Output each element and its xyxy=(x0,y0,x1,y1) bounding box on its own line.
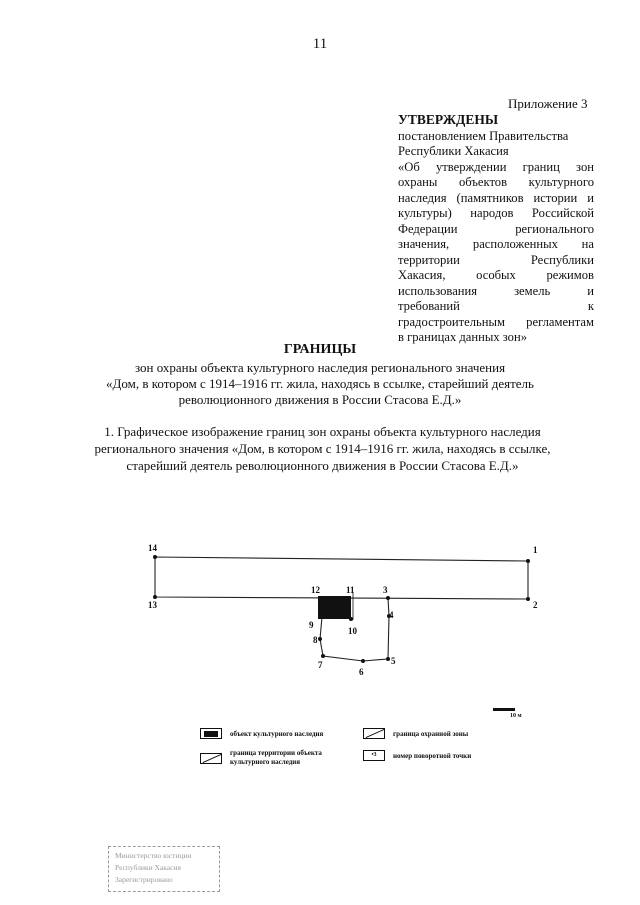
point-label: 9 xyxy=(309,620,314,630)
section-heading: ГРАНИЦЫ xyxy=(283,342,357,357)
legend-zone-border-label: граница охранной зоны xyxy=(393,729,469,738)
decree-line: градостроительным регламентам xyxy=(398,314,594,329)
approval-line: Республики Хакасия xyxy=(398,144,509,158)
subtitle-line: «Дом, в котором с 1914–1916 гг. жила, находясь в ссылке, старейший деятель xyxy=(106,376,534,391)
point-label: 6 xyxy=(359,667,364,677)
legend xyxy=(200,722,520,772)
caption-line: 1. Графическое изображение границ зон охраны объекта культурного наследия xyxy=(104,424,541,439)
point-label: 8 xyxy=(313,635,318,645)
point-label: 10 xyxy=(348,626,357,636)
legend-territory-label: граница территории объекта xyxy=(230,749,322,757)
point-label: 5 xyxy=(391,656,396,666)
stamp-line: Республики Хакасия xyxy=(115,863,181,872)
decree-line: охраны объектов культурного xyxy=(398,175,594,189)
point-label: 3 xyxy=(383,585,388,595)
appendix-label: Приложение 3 xyxy=(508,96,588,111)
decree-line: Федерации регионального xyxy=(398,221,594,236)
decree-line: использования земель и xyxy=(398,283,594,298)
approval-line: постановлением Правительства xyxy=(398,128,569,143)
point-label: 13 xyxy=(148,600,157,610)
subtitle-line: революционного движения в России Стасова Е.Д.» xyxy=(178,392,462,407)
caption-line: старейший деятель революционного движения в России Стасова Е.Д.» xyxy=(126,458,519,473)
page-number: 11 xyxy=(312,36,328,52)
decree-line: культуры) народов Российской xyxy=(398,206,594,220)
point-label: 2 xyxy=(533,600,538,610)
decree-line: «Об утверждении границ зон xyxy=(398,159,594,174)
boundary-plan xyxy=(0,530,640,720)
decree-line: территории Республики xyxy=(398,252,594,267)
point-label: 11 xyxy=(346,585,355,595)
legend-turning-point-label: номер поворотной точки xyxy=(393,751,472,760)
subtitle-line: зон охраны объекта культурного наследия регионального значения xyxy=(134,360,506,375)
outer-zone-border xyxy=(155,557,528,599)
point-label: 14 xyxy=(148,543,157,553)
object-swatch-icon xyxy=(200,728,222,739)
decree-line: Хакасия, особых режимов xyxy=(398,268,594,282)
decree-line: в границах данных зон» xyxy=(398,330,528,344)
decree-line: значения, расположенных на xyxy=(398,237,594,251)
legend-territory-border xyxy=(200,749,322,767)
legend-turning-point xyxy=(363,750,471,761)
scale-bar xyxy=(493,708,522,719)
subtitle xyxy=(60,360,580,408)
decree-line: наследия (памятников истории и xyxy=(398,190,594,205)
point-label: 1 xyxy=(533,545,538,555)
territory-border-swatch-icon xyxy=(200,753,222,764)
point-label: 4 xyxy=(389,610,394,620)
graphic-caption xyxy=(60,423,585,474)
turning-point-swatch: •3 xyxy=(363,750,385,761)
point-label: 7 xyxy=(318,660,323,670)
zone-border-swatch-icon xyxy=(363,728,385,739)
stamp-line: Министерство юстиции xyxy=(115,851,192,860)
registration-stamp xyxy=(108,846,220,892)
point-label: 12 xyxy=(311,585,320,595)
legend-object xyxy=(200,728,323,739)
legend-territory-label: культурного наследия xyxy=(230,758,301,766)
approval-title: УТВЕРЖДЕНЫ xyxy=(398,112,499,127)
legend-object-label: объект культурного наследия xyxy=(230,729,324,738)
approval-block xyxy=(398,112,594,346)
scale-label: 10 м xyxy=(510,713,522,719)
stamp-line: Зарегистрировано xyxy=(115,875,173,884)
legend-zone-border xyxy=(363,728,468,739)
caption-line: регионального значения «Дом, в котором с 1914–1916 гг. жила, находясь в ссылке, xyxy=(94,441,551,456)
decree-line: требований к xyxy=(398,299,594,313)
